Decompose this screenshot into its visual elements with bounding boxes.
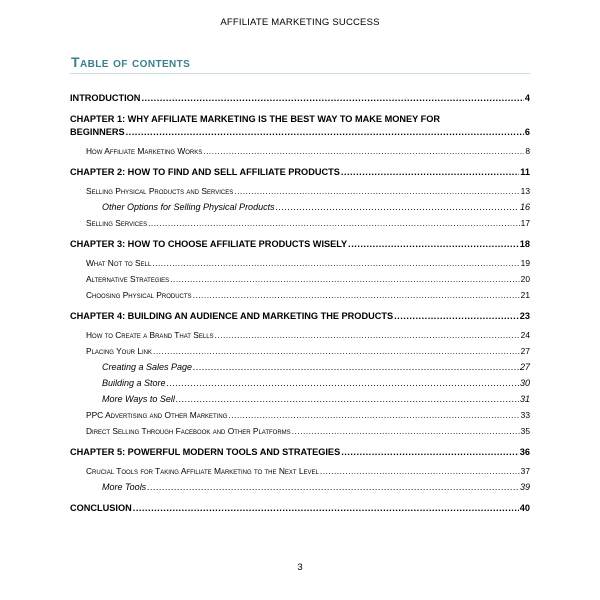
toc-entry-chapter-1[interactable]: CHAPTER 1: WHY AFFILIATE MARKETING IS THE BEST WAY TO MAKE MONEY FOR BEGINNERS ..... 6 bbox=[70, 113, 530, 139]
toc-entry-chapter-4[interactable]: CHAPTER 4: BUILDING AN AUDIENCE AND MARKETING THE PRODUCTS ..... 23 bbox=[70, 310, 530, 323]
toc-entry-more-tools[interactable]: More Tools ..... 39 bbox=[70, 481, 530, 494]
toc-heading-rule bbox=[70, 73, 530, 74]
toc-entry-crucial-tools[interactable]: Crucial Tools for Taking Affiliate Marketing to the Next Level ..... 37 bbox=[70, 465, 530, 478]
dot-leader bbox=[141, 92, 523, 105]
toc-entry-creating-a-sales-page[interactable]: Creating a Sales Page ..... 27 bbox=[70, 361, 530, 374]
dot-leader bbox=[153, 345, 520, 358]
toc-entry-chapter-2[interactable]: CHAPTER 2: HOW TO FIND AND SELL AFFILIATE PRODUCTS ..... 11 bbox=[70, 166, 530, 179]
toc-entry-how-affiliate-marketing-works[interactable]: How Affiliate Marketing Works ..... 8 bbox=[70, 145, 530, 158]
toc-entry-direct-selling[interactable]: Direct Selling Through Facebook and Other Platforms ..... 35 bbox=[70, 425, 530, 438]
toc-entry-introduction[interactable]: INTRODUCTION ..... 4 bbox=[70, 92, 530, 105]
dot-leader bbox=[167, 377, 519, 390]
dot-leader bbox=[394, 310, 519, 323]
toc-entry-chapter-5[interactable]: CHAPTER 5: POWERFUL MODERN TOOLS AND STRATEGIES ..... 36 bbox=[70, 446, 530, 459]
dot-leader bbox=[147, 481, 519, 494]
toc-entry-selling-services[interactable]: Selling Services ..... 17 bbox=[70, 217, 530, 230]
dot-leader bbox=[193, 289, 520, 302]
dot-leader bbox=[203, 145, 524, 158]
dot-leader bbox=[341, 166, 519, 179]
toc-entry-choosing-physical-products[interactable]: Choosing Physical Products ..... 21 bbox=[70, 289, 530, 302]
dot-leader bbox=[292, 425, 520, 438]
dot-leader bbox=[215, 329, 520, 342]
toc-entry-create-a-brand[interactable]: How to Create a Brand That Sells ..... 24 bbox=[70, 329, 530, 342]
toc-entry-placing-your-link[interactable]: Placing Your Link ..... 27 bbox=[70, 345, 530, 358]
dot-leader bbox=[152, 257, 519, 270]
dot-leader bbox=[276, 201, 519, 214]
page-number: 3 bbox=[297, 562, 303, 573]
dot-leader bbox=[348, 238, 519, 251]
dot-leader bbox=[126, 126, 524, 139]
running-header: AFFILIATE MARKETING SUCCESS bbox=[220, 17, 380, 28]
toc-entry-other-options[interactable]: Other Options for Selling Physical Products ..... 16 bbox=[70, 201, 530, 214]
dot-leader bbox=[228, 409, 519, 422]
dot-leader bbox=[193, 361, 519, 374]
dot-leader bbox=[320, 465, 520, 478]
dot-leader bbox=[234, 185, 519, 198]
dot-leader bbox=[133, 502, 519, 515]
toc-entry-chapter-3[interactable]: CHAPTER 3: HOW TO CHOOSE AFFILIATE PRODUCTS WISELY ..... 18 bbox=[70, 238, 530, 251]
table-of-contents bbox=[70, 92, 530, 515]
toc-entry-selling-physical-products[interactable]: Selling Physical Products and Services ..... 13 bbox=[70, 185, 530, 198]
dot-leader bbox=[341, 446, 519, 459]
dot-leader bbox=[170, 273, 519, 286]
toc-entry-alternative-strategies[interactable]: Alternative Strategies ..... 20 bbox=[70, 273, 530, 286]
toc-heading: Table of contents bbox=[71, 54, 191, 70]
toc-entry-more-ways-to-sell[interactable]: More Ways to Sell ..... 31 bbox=[70, 393, 530, 406]
toc-entry-what-not-to-sell[interactable]: What Not to Sell ..... 19 bbox=[70, 257, 530, 270]
toc-entry-building-a-store[interactable]: Building a Store ..... 30 bbox=[70, 377, 530, 390]
toc-entry-conclusion[interactable]: CONCLUSION ..... 40 bbox=[70, 502, 530, 515]
dot-leader bbox=[176, 393, 519, 406]
toc-entry-ppc-advertising[interactable]: PPC Advertising and Other Marketing ..... 33 bbox=[70, 409, 530, 422]
dot-leader bbox=[148, 217, 520, 230]
